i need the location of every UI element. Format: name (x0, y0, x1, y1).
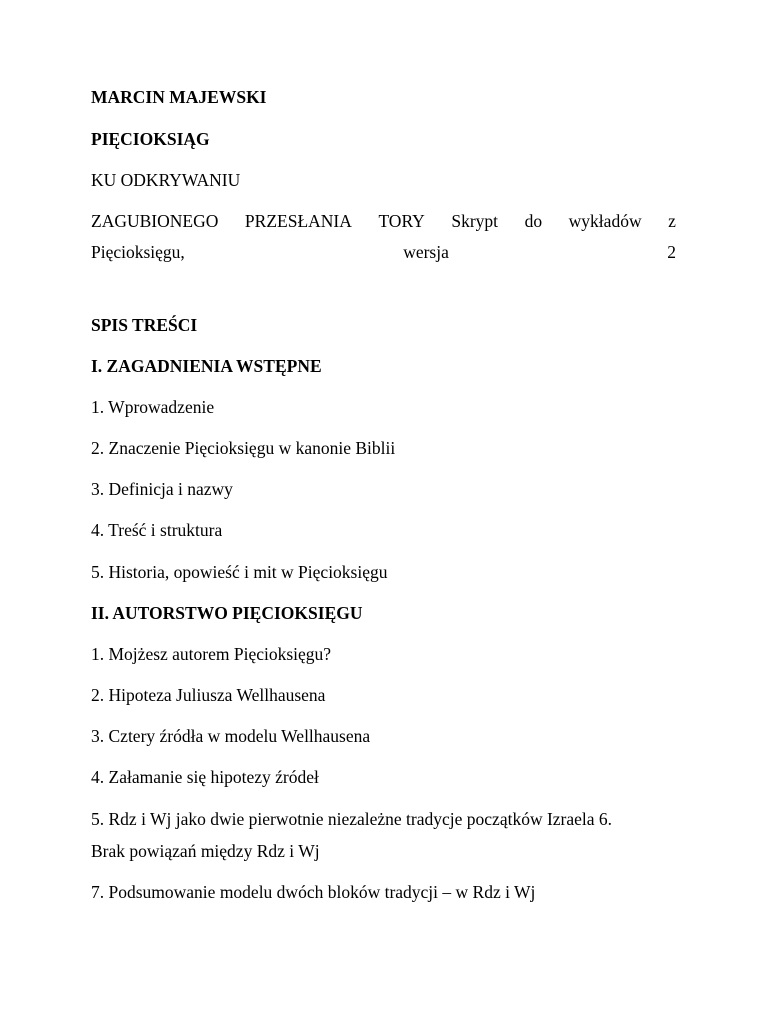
document-title: PIĘCIOKSIĄG (91, 129, 210, 149)
word: do (524, 211, 543, 231)
toc-item-continuation: Brak powiązań między Rdz i Wj (91, 841, 320, 861)
toc-item: 5. Rdz i Wj jako dwie pierwotnie niezależne tradycje początków Izraela 6. (91, 809, 613, 829)
author-name: MARCIN MAJEWSKI (91, 87, 267, 107)
toc-section-1-title: I. ZAGADNIENIA WSTĘPNE (91, 356, 322, 376)
word: ZAGUBIONEGO (91, 211, 219, 231)
toc-item: 2. Znaczenie Pięcioksięgu w kanonie Biblii (91, 438, 396, 458)
toc-item: 5. Historia, opowieść i mit w Pięcioksięgu (91, 562, 388, 582)
word: z (668, 211, 676, 231)
toc-item: 4. Treść i struktura (91, 520, 223, 540)
word: wersja (403, 242, 449, 262)
word: Skrypt (451, 211, 499, 231)
word: TORY (378, 211, 425, 231)
toc-item: 1. Wprowadzenie (91, 397, 215, 417)
toc-item: 7. Podsumowanie modelu dwóch bloków tradycji – w Rdz i Wj (91, 882, 536, 902)
toc-item: 3. Definicja i nazwy (91, 479, 233, 499)
toc-item: 4. Załamanie się hipotezy źródeł (91, 767, 319, 787)
toc-item: 1. Mojżesz autorem Pięcioksięgu? (91, 644, 332, 664)
toc-item: 3. Cztery źródła w modelu Wellhausena (91, 726, 371, 746)
toc-heading: SPIS TREŚCI (91, 315, 198, 335)
word: 2 (667, 242, 676, 262)
word: wykładów (568, 211, 642, 231)
subtitle-line-2 (91, 241, 676, 263)
word: PRZESŁANIA (244, 211, 352, 231)
word: Pięcioksięgu, (91, 242, 185, 262)
subtitle-line-1 (91, 210, 676, 232)
toc-item: 2. Hipoteza Juliusza Wellhausena (91, 685, 326, 705)
toc-section-2-title: II. AUTORSTWO PIĘCIOKSIĘGU (91, 603, 363, 623)
document-subtitle: KU ODKRYWANIU (91, 170, 241, 190)
